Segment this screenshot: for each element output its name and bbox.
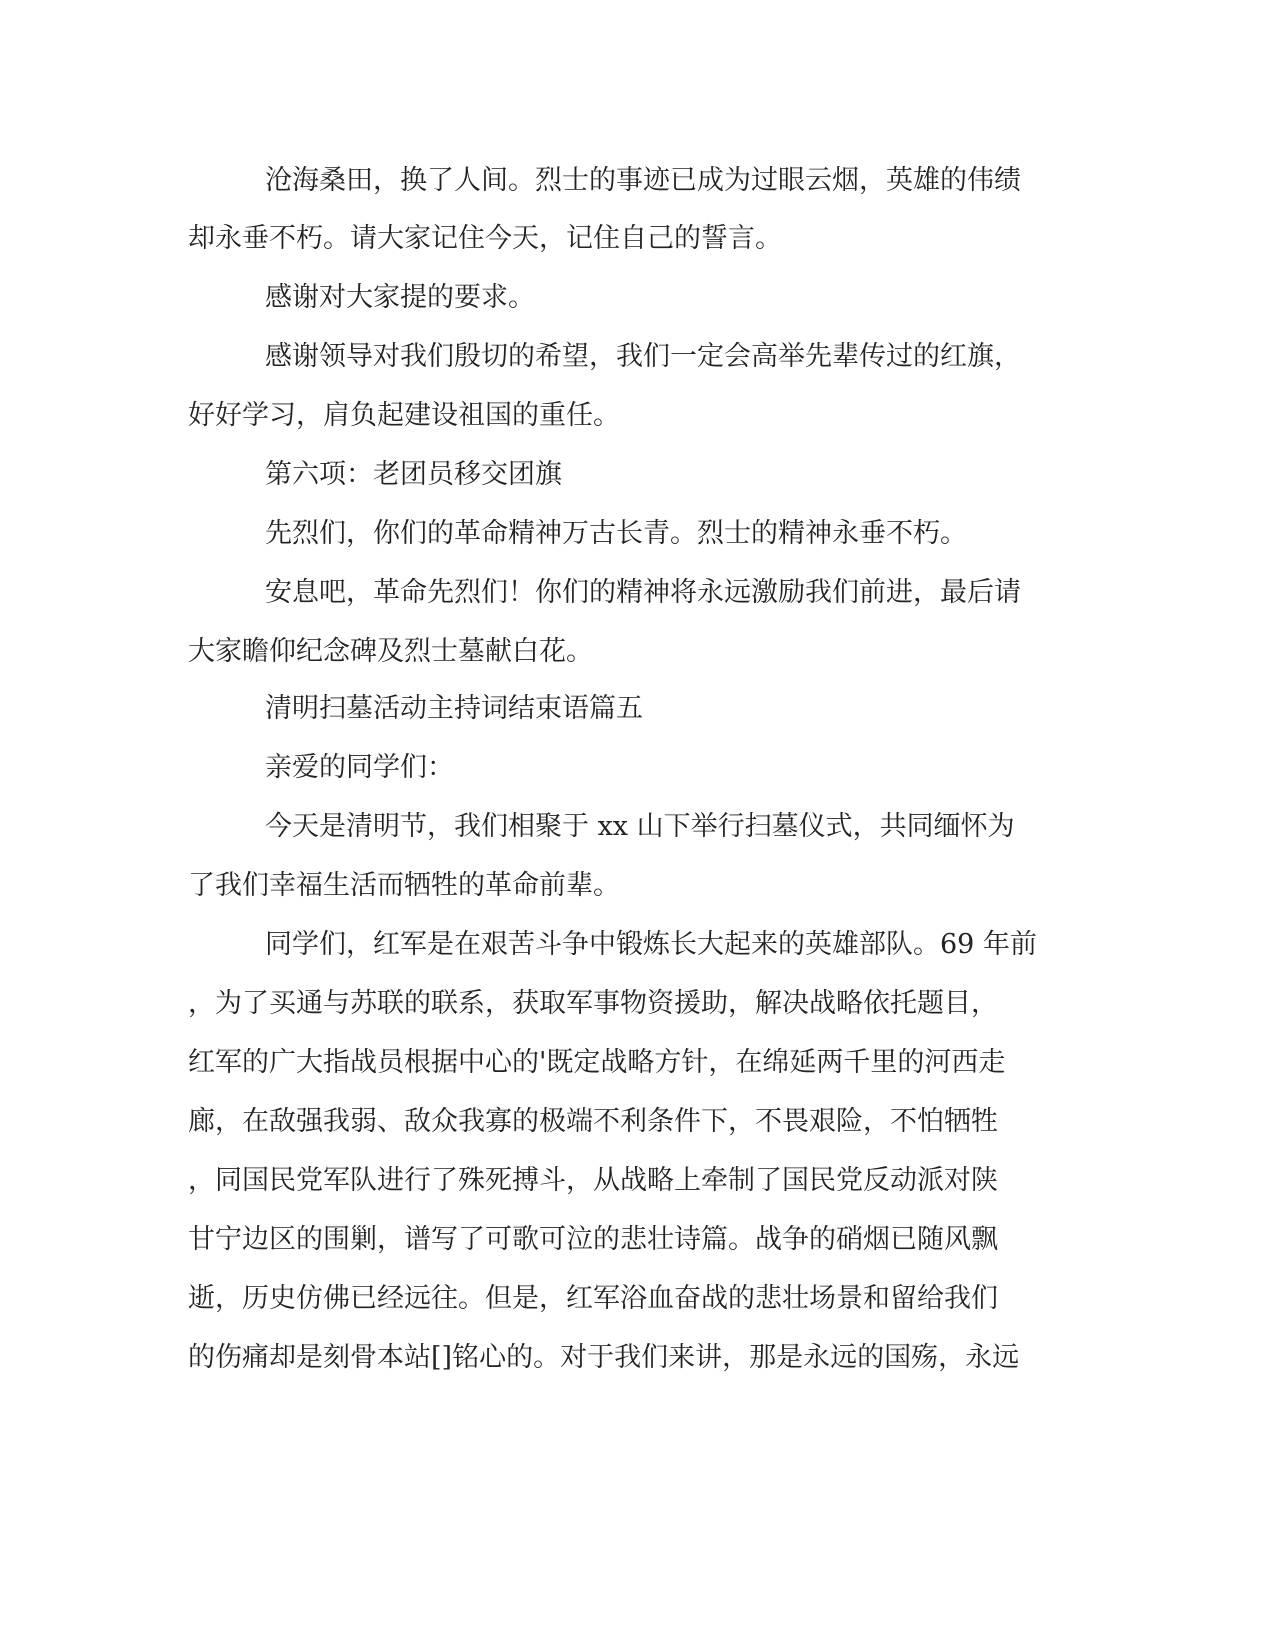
section-heading: 第六项：老团员移交团旗 <box>265 459 562 490</box>
text-line: 同学们，红军是在艰苦斗争中锻炼长大起来的英雄部队。69 年前 <box>265 929 1037 960</box>
text-line: 廊，在敌强我弱、敌众我寡的极端不利条件下，不畏艰险，不怕牺牲 <box>188 1106 998 1137</box>
text-line: 感谢领导对我们殷切的希望，我们一定会高举先辈传过的红旗， <box>265 341 1021 372</box>
text-line: 沧海桑田，换了人间。烈士的事迹已成为过眼云烟，英雄的伟绩 <box>265 165 1021 196</box>
text-line: 感谢对大家提的要求。 <box>265 282 535 313</box>
text-line: 好好学习，肩负起建设祖国的重任。 <box>188 400 620 431</box>
salutation: 亲爱的同学们： <box>265 752 454 783</box>
text-line: 却永垂不朽。请大家记住今天，记住自己的誓言。 <box>188 223 782 254</box>
text-line: ，同国民党军队进行了殊死搏斗，从战略上牵制了国民党反动派对陕 <box>188 1165 998 1196</box>
text-line: 逝，历史仿佛已经远往。但是，红军浴血奋战的悲壮场景和留给我们 <box>188 1283 998 1314</box>
section-heading: 清明扫墓活动主持词结束语篇五 <box>265 693 643 724</box>
text-line: 的伤痛却是刻骨本站[]铭心的。对于我们来讲，那是永远的国殇，永远 <box>188 1342 1020 1373</box>
text-line: 安息吧，革命先烈们！你们的精神将永远激励我们前进，最后请 <box>265 577 1021 608</box>
text-line: 大家瞻仰纪念碑及烈士墓献白花。 <box>188 636 593 667</box>
text-line: 了我们幸福生活而牺牲的革命前辈。 <box>188 870 620 901</box>
text-line: ，为了买通与苏联的联系，获取军事物资援助，解决战略依托题目， <box>188 988 998 1019</box>
text-line: 先烈们，你们的革命精神万古长青。烈士的精神永垂不朽。 <box>265 518 967 549</box>
text-line: 今天是清明节，我们相聚于 xx 山下举行扫墓仪式，共同缅怀为 <box>265 811 1015 842</box>
text-line: 甘宁边区的围剿，谱写了可歌可泣的悲壮诗篇。战争的硝烟已随风飘 <box>188 1224 998 1255</box>
text-line: 红军的广大指战员根据中心的'既定战略方针，在绵延两千里的河西走 <box>188 1047 1006 1078</box>
